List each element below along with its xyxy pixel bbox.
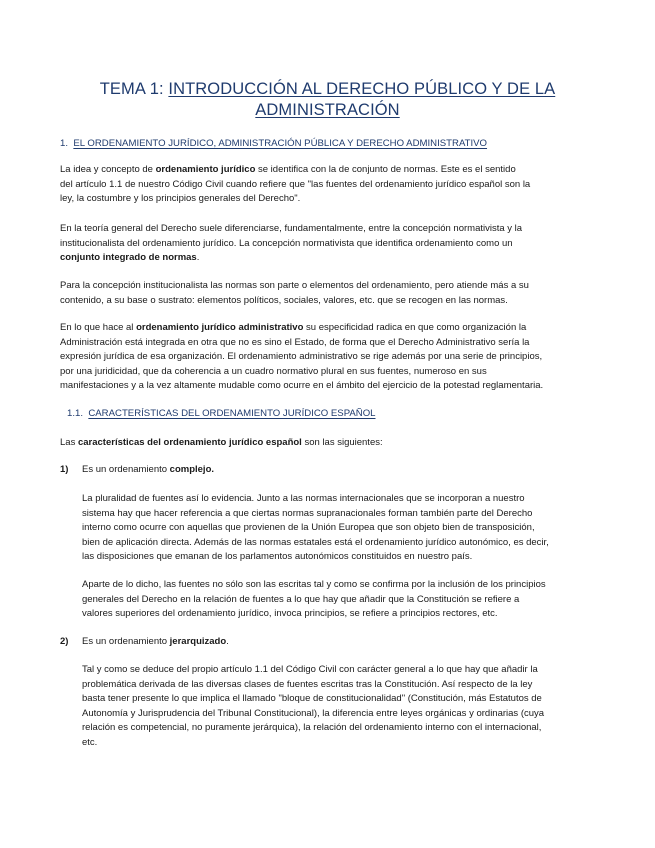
text-line: Administración está integrada en otra que no es sino el Estado, de forma que el Derecho Administrativo sería la bbox=[60, 336, 530, 348]
paragraph-ordenamiento-administrativo bbox=[60, 321, 595, 394]
bold-term: ordenamiento jurídico bbox=[155, 164, 256, 175]
text-line: basta tener presente lo que implica el llamado "bloque de constitucionalidad" (Constitución, más Estatutos de bbox=[82, 693, 542, 705]
section-1-number: 1. bbox=[60, 138, 69, 149]
text-run: . bbox=[226, 636, 229, 647]
text-run: Las bbox=[60, 437, 78, 448]
section-1-heading bbox=[60, 137, 600, 150]
text-line: valores superiores del ordenamiento jurídico, invoca principios, se refiere a principios rectores, etc. bbox=[82, 608, 498, 620]
paragraph-caracteristicas bbox=[60, 436, 595, 451]
text-run: Es un ordenamiento bbox=[82, 636, 170, 647]
text-line: Tal y como se deduce del propio artículo 1.1 del Código Civil con carácter general a lo que hay que añadir la bbox=[82, 664, 538, 675]
list-item-1-number: 1) bbox=[60, 464, 69, 475]
paragraph-jerarquizado bbox=[82, 663, 595, 751]
list-item-2-number: 2) bbox=[60, 636, 69, 647]
paragraph-ordenamiento bbox=[60, 163, 595, 207]
title-prefix: TEMA 1: bbox=[99, 80, 169, 98]
text-line: etc. bbox=[82, 736, 98, 748]
text-line: En la teoría general del Derecho suele diferenciarse, fundamentalmente, entre la concepción normativista y la bbox=[60, 223, 523, 234]
text-run: En lo que hace al bbox=[60, 322, 137, 333]
text-line: Aparte de lo dicho, las fuentes no sólo son las escritas tal y como se confirma por la inclusión de los principios bbox=[82, 579, 546, 590]
text-run: Es un ordenamiento bbox=[82, 464, 170, 475]
bold-term: características del ordenamiento jurídico español bbox=[77, 437, 302, 448]
text-line: generales del Derecho en la relación de fuentes a lo que hay que añadir que la Constitución se refiere a bbox=[82, 593, 520, 605]
paragraph-teoria-general bbox=[60, 222, 595, 266]
text-line: expresión jurídica de esa organización. El ordenamiento administrativo se rige además por una serie de principios, bbox=[60, 351, 543, 363]
text-run: . bbox=[196, 252, 200, 264]
text-line: ley, la costumbre y los principios generales del Derecho". bbox=[60, 193, 301, 205]
text-run: La idea y concepto de bbox=[60, 164, 156, 175]
text-line: Para la concepción institucionalista las normas son parte o elementos del ordenamiento, pero atiende más a su bbox=[60, 280, 529, 291]
text-line: La pluralidad de fuentes así lo evidencia. Junto a las normas internacionales que se incorporan a nuestro bbox=[82, 493, 525, 504]
text-line: por una juridicidad, que da coherencia a un cuadro normativo plural en sus fuentes, numeroso en sus bbox=[60, 365, 487, 377]
section-1-title: EL ORDENAMIENTO JURÍDICO, ADMINISTRACIÓN PÚBLICA Y DERECHO ADMINISTRATIVO bbox=[73, 138, 488, 149]
document-title bbox=[60, 79, 595, 121]
text-line: bien de aplicación directa. Además de las normas estatales está el ordenamiento jurídico autonómico, es decir, bbox=[82, 536, 549, 548]
list-item-2-text bbox=[82, 635, 229, 650]
text-line: institucionalista del ordenamiento jurídico. La concepción normativista que identifica ordenamiento como un bbox=[60, 237, 513, 249]
text-line: sistema hay que hacer referencia a que ciertas normas supranacionales forman también parte del Derecho bbox=[82, 507, 533, 519]
paragraph-fuentes-escritas bbox=[82, 578, 595, 622]
text-run: son las siguientes: bbox=[301, 437, 383, 448]
text-run: su especificidad radica en que como organización la bbox=[303, 322, 527, 333]
text-line: interno como ocurre con aquellas que provienen de la Unión Europea que son objeto bien de transposición, bbox=[82, 522, 535, 534]
text-line: del artículo 1.1 de nuestro Código Civil cuando refiere que "las fuentes del ordenamiento jurídico español son la bbox=[60, 178, 531, 190]
text-line: las disposiciones que emanan de los parlamentos autonómicos constituidos en nuestro país. bbox=[82, 551, 473, 563]
paragraph-institucionalista bbox=[60, 279, 595, 308]
section-1-1-number: 1.1. bbox=[67, 408, 84, 419]
bold-term: ordenamiento jurídico administrativo bbox=[136, 322, 304, 333]
title-line-1: INTRODUCCIÓN AL DERECHO PÚBLICO Y DE LA bbox=[168, 80, 556, 98]
bold-term: conjunto integrado de normas bbox=[60, 252, 197, 264]
text-line: relación es competencial, no puramente jerárquica), la relación del ordenamiento interno con el internacional, bbox=[82, 722, 542, 734]
list-item-1-text bbox=[82, 463, 214, 478]
text-line: manifestaciones y a la vez altamente mudable como ocurre en el ámbito del ejercicio de la potestad reglamentaria. bbox=[60, 380, 544, 392]
section-1-1-title: CARACTERÍSTICAS DEL ORDENAMIENTO JURÍDICO ESPAÑOL bbox=[88, 408, 376, 419]
paragraph-pluralidad-fuentes bbox=[82, 492, 595, 565]
text-line: contenido, a su base o sustrato: elementos políticos, sociales, valores, etc. que se recogen en las normas. bbox=[60, 294, 508, 306]
bold-term: complejo. bbox=[169, 464, 215, 475]
text-line: Autonomía y Jurisprudencia del Tribunal Constitucional), la diferencia entre leyes orgánicas y ordinarias (cuya bbox=[82, 707, 545, 719]
bold-term: jerarquizado bbox=[169, 636, 227, 647]
text-run: se identifica con la de conjunto de normas. Este es el sentido bbox=[255, 164, 516, 175]
title-line-2: ADMINISTRACIÓN bbox=[255, 101, 400, 119]
text-line: problemática derivada de las diversas clases de fuentes escritas tras la Constitución. Así respecto de la ley bbox=[82, 678, 533, 690]
section-1-1-heading bbox=[67, 407, 587, 420]
